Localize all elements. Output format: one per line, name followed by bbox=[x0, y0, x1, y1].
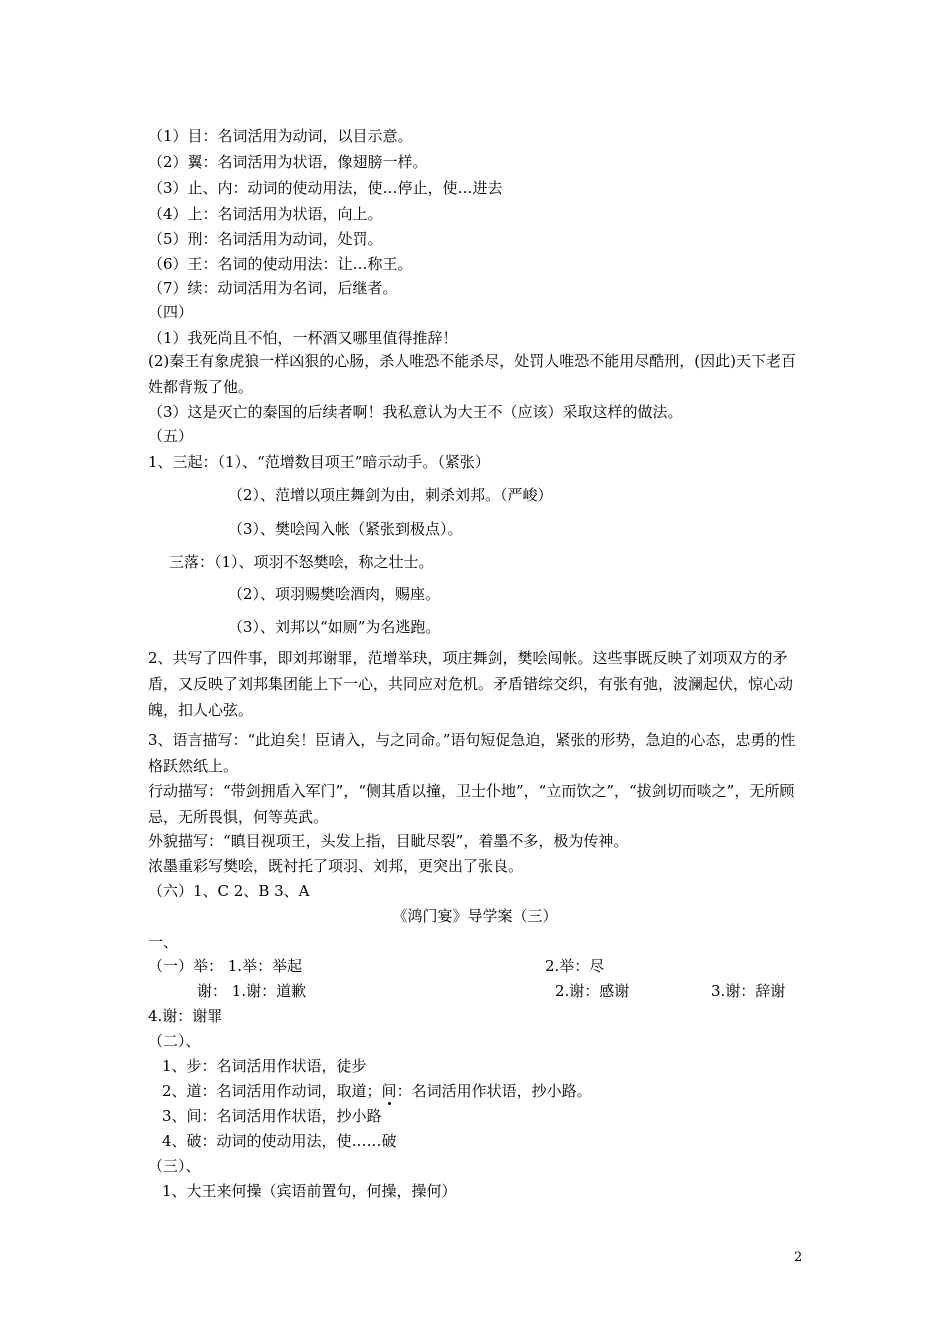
text-line: （一）举： 1.举：举起 bbox=[148, 957, 303, 975]
text-line: （2）翼：名词活用为状语，像翅膀一样。 bbox=[148, 153, 428, 171]
text-line: 4.谢：谢罪 bbox=[148, 1007, 223, 1025]
text-line: （4）上：名词活用为状语，向上。 bbox=[148, 205, 383, 223]
text-line: 1、大王来何操（宾语前置句，何操，操何） bbox=[162, 1182, 457, 1200]
text-paragraph: 行动描写：“带剑拥盾入军门”，“侧其盾以撞，卫士仆地”，“立而饮之”，“拔剑切而啖之”，无所顾忌，无所畏惧，何等英武。 bbox=[148, 782, 795, 826]
text-line: 1、三起：（1）、“范增数目项王”暗示动手。（紧张） bbox=[148, 453, 490, 471]
text-line: 浓墨重彩写樊哙，既衬托了项羽、刘邦，更突出了张良。 bbox=[148, 857, 524, 875]
text-line: （3）、樊哙闯入帐（紧张到极点）。 bbox=[228, 520, 463, 538]
text-line: （1）我死尚且不怕，一杯酒又哪里值得推辞！ bbox=[148, 329, 458, 347]
text-paragraph: 2、共写了四件事，即刘邦谢罪，范增举玦，项庄舞剑，樊哙闯帐。这些事既反映了刘项双方的矛盾，又反映了刘邦集团能上下一心，共同应对危机。矛盾错综交织，有张有弛，波澜起伏，惊心动魄，扣人心弦。 bbox=[148, 649, 794, 719]
text-line: （3）这是灭亡的秦国的后续者啊！我私意认为大王不（应该）采取这样的做法。 bbox=[148, 403, 683, 421]
text-paragraph: 3、语言描写：“此迫矣！臣请入，与之同命。”语句短促急迫，紧张的形势，急迫的心态，忠勇的性格跃然纸上。 bbox=[148, 731, 796, 775]
section-heading: 一、 bbox=[148, 933, 179, 951]
text-line: 三落：（1）、项羽不怒樊哙，称之壮士。 bbox=[169, 553, 434, 571]
text-line: 4、破：动词的使动用法，使……破 bbox=[162, 1132, 397, 1150]
text-line: 3.谢：辞谢 bbox=[711, 982, 786, 1000]
text-segment: 2、道：名词活用作动词，取道； bbox=[162, 1082, 382, 1100]
text-line: 2.举：尽 bbox=[545, 957, 605, 975]
text-line: 3、间：名词活用作状语，抄小路 bbox=[162, 1107, 382, 1125]
text-line: （六）1、C 2、B 3、A bbox=[148, 882, 310, 900]
text-line: （5）刑：名词活用为动词，处罚。 bbox=[148, 230, 383, 248]
text-line: （2）、项羽赐樊哙酒肉，赐座。 bbox=[228, 585, 441, 603]
section-heading: （二）、 bbox=[148, 1032, 201, 1050]
text-line: 外貌描写：“瞋目视项王，头发上指，目眦尽裂”，着墨不多，极为传神。 bbox=[148, 832, 629, 850]
section-title: 《鸿门宴》导学案（三） bbox=[392, 907, 558, 925]
text-line bbox=[162, 1080, 592, 1102]
text-line: 1、步：名词活用作状语，徒步 bbox=[162, 1057, 367, 1075]
text-line: （2）、范增以项庄舞剑为由，刺杀刘邦。（严峻） bbox=[228, 486, 553, 504]
text-line: （1）目：名词活用为动词，以目示意。 bbox=[148, 127, 413, 145]
text-line: （3）止、内：动词的使动用法，使…停止，使…进去 bbox=[148, 179, 503, 197]
section-heading: （三）、 bbox=[148, 1157, 201, 1175]
text-line: 2.谢：感谢 bbox=[555, 982, 630, 1000]
text-line: （7）续：动词活用为名词，后继者。 bbox=[148, 279, 398, 297]
text-line: 谢： 1.谢：道歉 bbox=[197, 982, 307, 1000]
text-paragraph: (2)秦王有象虎狼一样凶狠的心肠，杀人唯恐不能杀尽，处罚人唯恐不能用尽酷刑，(因此)天下老百姓都背叛了他。 bbox=[148, 352, 796, 396]
text-segment: ：名词活用作状语，抄小路。 bbox=[396, 1082, 592, 1100]
text-line: （3）、刘邦以“如厕”为名逃跑。 bbox=[228, 618, 441, 636]
text-line: （6）王：名词的使动用法：让…称王。 bbox=[148, 255, 413, 273]
section-heading: （五） bbox=[148, 427, 194, 445]
page-number: 2 bbox=[794, 1250, 803, 1265]
section-heading: （四） bbox=[148, 303, 194, 321]
emphasized-char: 间 bbox=[381, 1082, 397, 1100]
